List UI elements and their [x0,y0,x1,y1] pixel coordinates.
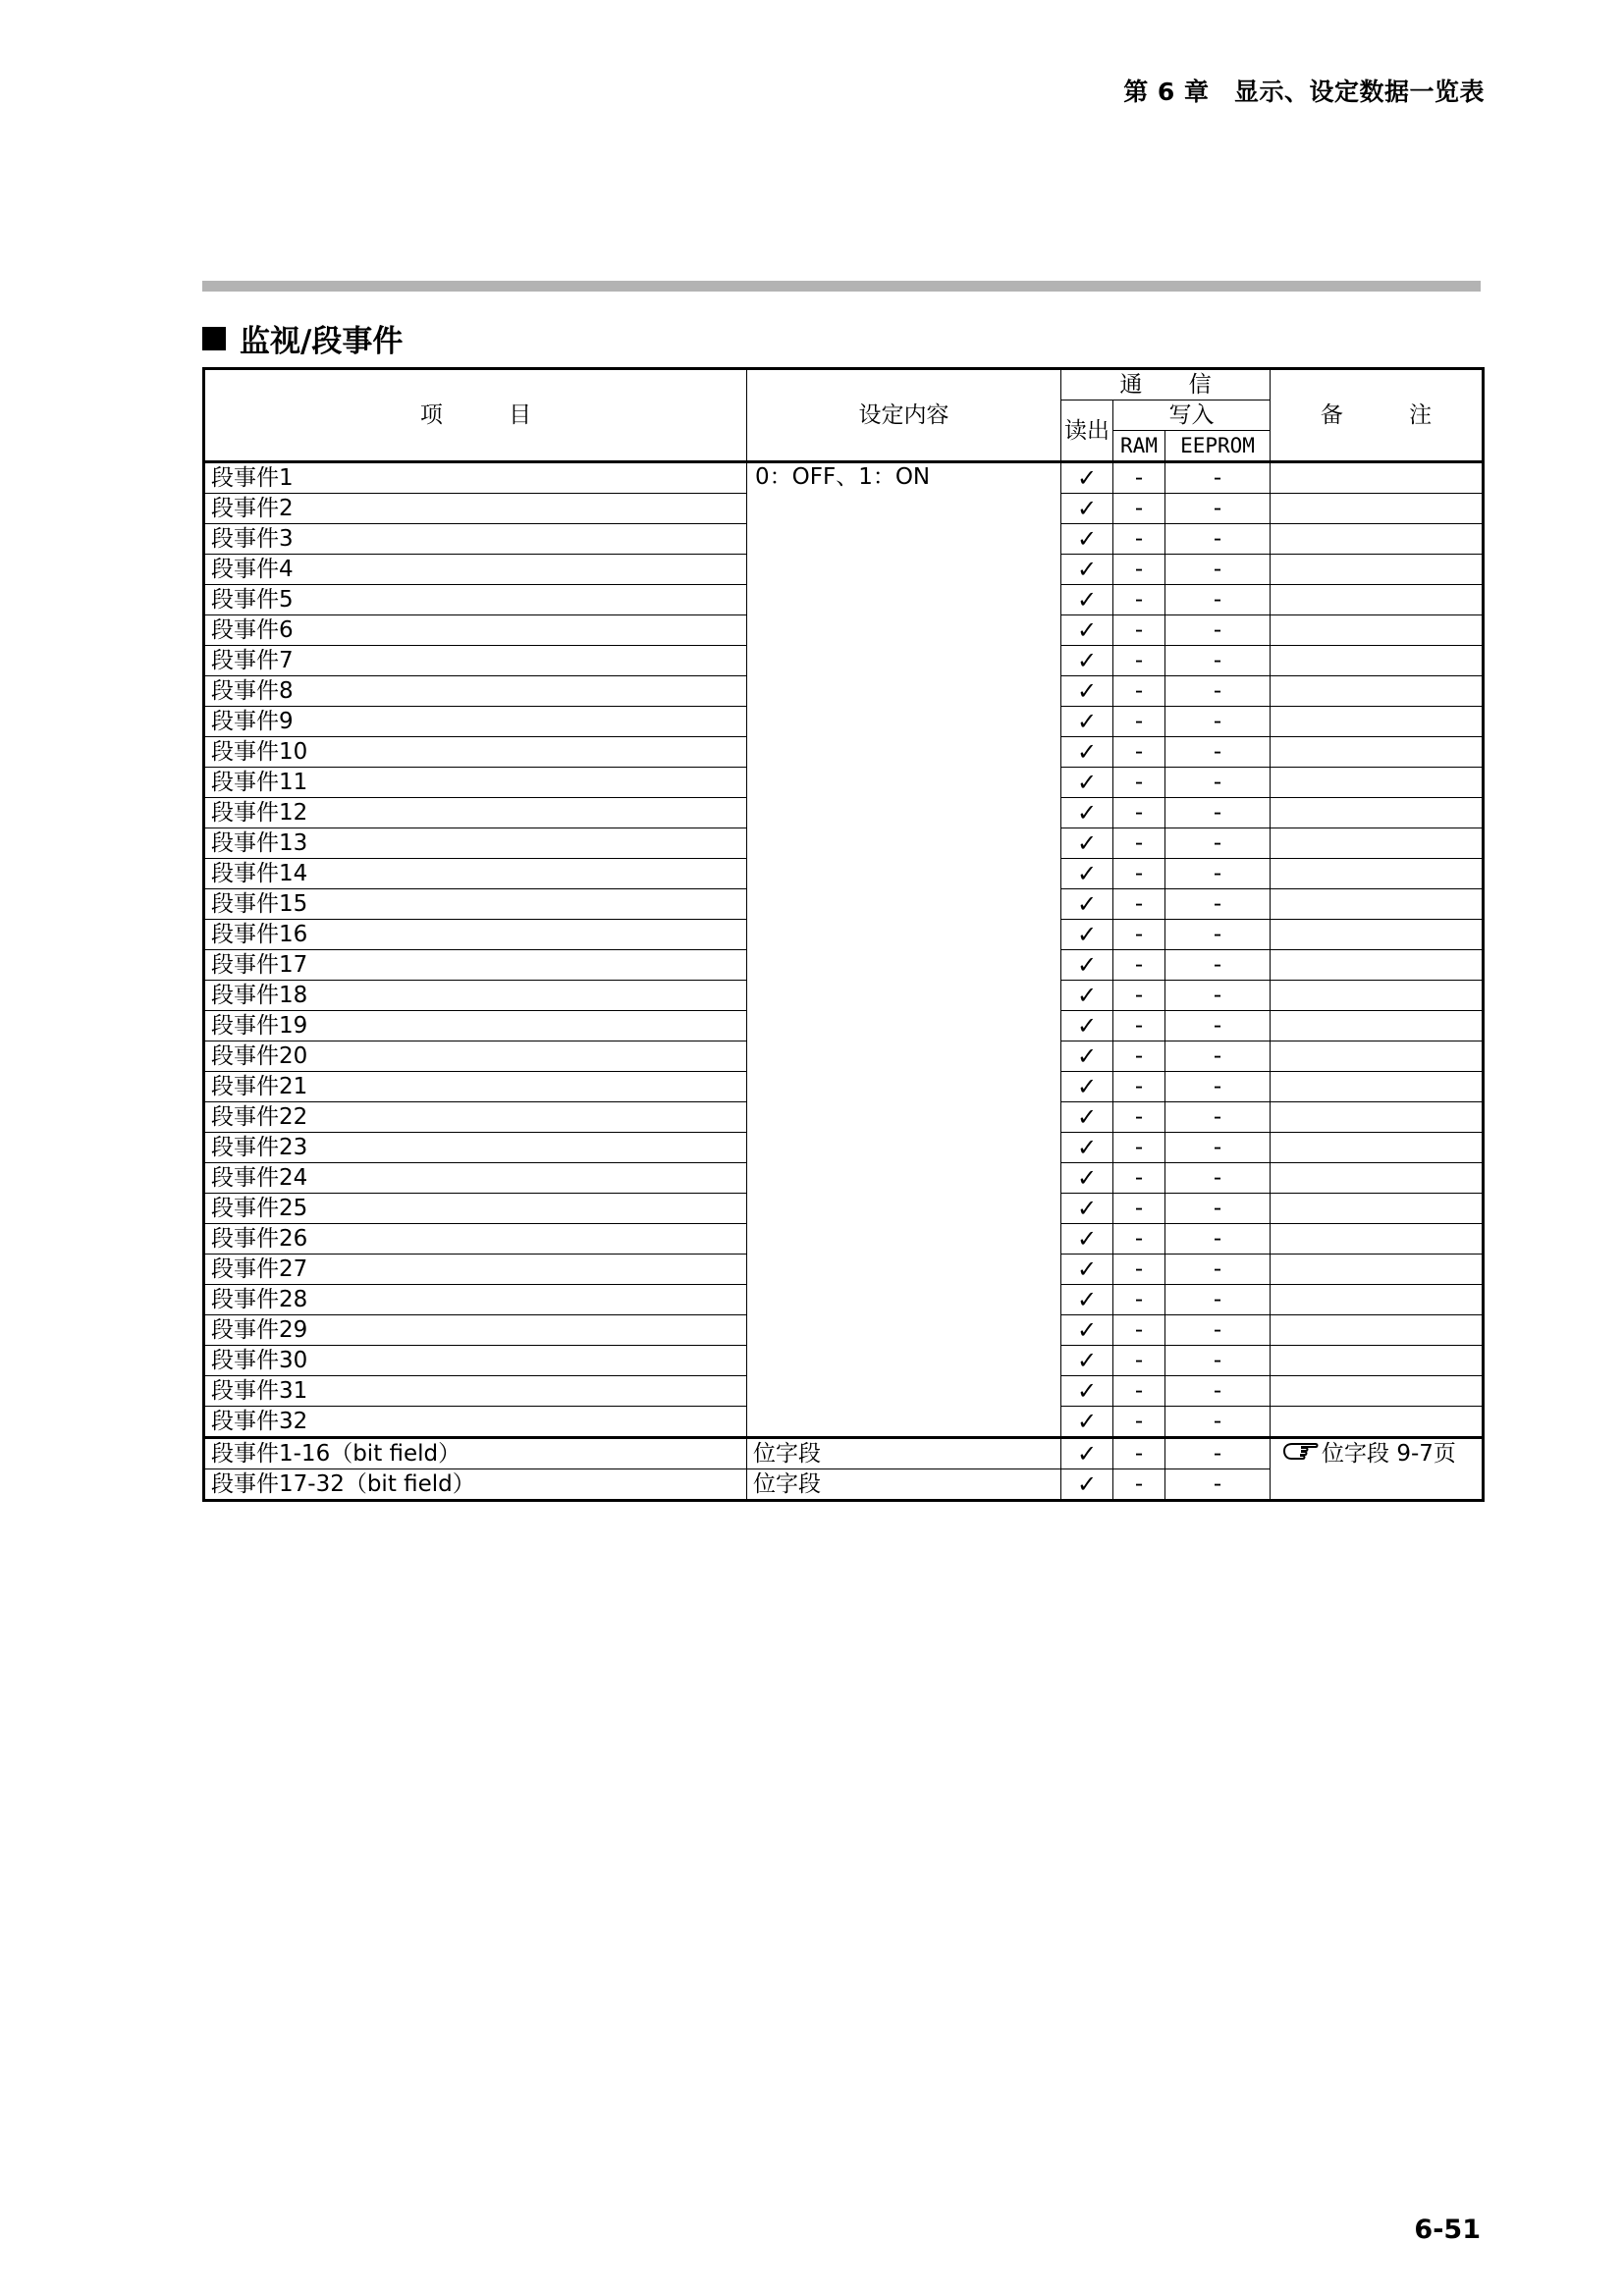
section-title-text: 监视/段事件 [240,324,404,359]
pointing-hand-icon [1282,1439,1320,1468]
checkmark-icon: ✓ [1061,1346,1113,1376]
checkmark-icon: ✓ [1061,1072,1113,1102]
cell-ram: - [1113,737,1165,768]
header-content: 设定内容 [747,369,1061,462]
cell-ram: - [1113,1407,1165,1438]
checkmark-icon: ✓ [1061,1102,1113,1133]
cell-ram: - [1113,615,1165,646]
cell-ram: - [1113,1255,1165,1285]
cell-eeprom: - [1165,1255,1271,1285]
cell-eeprom: - [1165,1194,1271,1224]
cell-item: 段事件24 [204,1163,747,1194]
cell-remarks [1271,1194,1484,1224]
cell-item: 段事件17 [204,950,747,981]
checkmark-icon: ✓ [1061,859,1113,889]
cell-eeprom: - [1165,798,1271,828]
checkmark-icon: ✓ [1061,1376,1113,1407]
page-number: 6-51 [1414,2215,1481,2245]
cell-item: 段事件1-16（bit field） [204,1438,747,1469]
checkmark-icon: ✓ [1061,1224,1113,1255]
header-remarks: 备 注 [1271,369,1484,462]
cell-item: 段事件16 [204,920,747,950]
cell-eeprom: - [1165,494,1271,524]
cell-item: 段事件18 [204,981,747,1011]
cell-eeprom: - [1165,1315,1271,1346]
checkmark-icon: ✓ [1061,889,1113,920]
cell-ram: - [1113,646,1165,676]
table-row [204,462,1484,494]
cell-remarks [1271,1346,1484,1376]
cell-ram: - [1113,1163,1165,1194]
cell-eeprom: - [1165,707,1271,737]
cell-ram: - [1113,1011,1165,1041]
cell-item: 段事件25 [204,1194,747,1224]
cell-remarks [1271,981,1484,1011]
checkmark-icon: ✓ [1061,1194,1113,1224]
cell-remarks [1271,585,1484,615]
cell-remarks [1271,737,1484,768]
cell-eeprom: - [1165,1438,1271,1469]
cell-remarks [1271,1224,1484,1255]
cell-remarks [1271,920,1484,950]
header-comm: 通 信 [1061,369,1271,400]
cell-eeprom: - [1165,950,1271,981]
checkmark-icon: ✓ [1061,1255,1113,1285]
remarks-text: 位字段 9-7页 [1322,1441,1456,1467]
header-ram: RAM [1113,431,1165,462]
checkmark-icon: ✓ [1061,1438,1113,1469]
cell-item: 段事件9 [204,707,747,737]
checkmark-icon: ✓ [1061,1285,1113,1315]
cell-remarks [1271,1315,1484,1346]
cell-item: 段事件23 [204,1133,747,1163]
section-title [202,316,403,360]
cell-eeprom: - [1165,981,1271,1011]
cell-ram: - [1113,585,1165,615]
cell-ram: - [1113,981,1165,1011]
cell-eeprom: - [1165,1346,1271,1376]
cell-item: 段事件4 [204,555,747,585]
square-bullet-icon [202,327,226,350]
cell-eeprom: - [1165,615,1271,646]
cell-ram: - [1113,828,1165,859]
cell-remarks [1271,707,1484,737]
checkmark-icon: ✓ [1061,1011,1113,1041]
cell-item: 段事件29 [204,1315,747,1346]
cell-eeprom: - [1165,859,1271,889]
cell-eeprom: - [1165,646,1271,676]
cell-ram: - [1113,1315,1165,1346]
checkmark-icon: ✓ [1061,1133,1113,1163]
cell-eeprom: - [1165,462,1271,494]
cell-remarks [1271,494,1484,524]
cell-remarks [1271,615,1484,646]
cell-ram: - [1113,462,1165,494]
chapter-header: 第 6 章 显示、设定数据一览表 [1123,78,1485,106]
cell-eeprom: - [1165,555,1271,585]
cell-ram: - [1113,1194,1165,1224]
cell-remarks-bitfield [1271,1438,1484,1501]
cell-eeprom: - [1165,1072,1271,1102]
checkmark-icon: ✓ [1061,462,1113,494]
cell-item: 段事件19 [204,1011,747,1041]
cell-content: 位字段 [747,1469,1061,1501]
cell-item: 段事件22 [204,1102,747,1133]
cell-ram: - [1113,1346,1165,1376]
cell-item: 段事件2 [204,494,747,524]
checkmark-icon: ✓ [1061,1041,1113,1072]
cell-ram: - [1113,524,1165,555]
cell-ram: - [1113,950,1165,981]
checkmark-icon: ✓ [1061,585,1113,615]
cell-remarks [1271,1376,1484,1407]
cell-item: 段事件12 [204,798,747,828]
cell-eeprom: - [1165,1376,1271,1407]
cell-item: 段事件1 [204,462,747,494]
cell-ram: - [1113,676,1165,707]
cell-remarks [1271,1011,1484,1041]
cell-item: 段事件15 [204,889,747,920]
checkmark-icon: ✓ [1061,798,1113,828]
checkmark-icon: ✓ [1061,615,1113,646]
checkmark-icon: ✓ [1061,950,1113,981]
cell-eeprom: - [1165,1041,1271,1072]
cell-ram: - [1113,1133,1165,1163]
cell-ram: - [1113,555,1165,585]
cell-remarks [1271,555,1484,585]
cell-item: 段事件5 [204,585,747,615]
cell-remarks [1271,859,1484,889]
cell-remarks [1271,1041,1484,1072]
cell-remarks [1271,828,1484,859]
cell-ram: - [1113,920,1165,950]
cell-ram: - [1113,1469,1165,1501]
header-read: 读出 [1061,400,1113,462]
cell-eeprom: - [1165,1011,1271,1041]
cell-remarks [1271,646,1484,676]
cell-remarks [1271,1285,1484,1315]
cell-eeprom: - [1165,828,1271,859]
cell-content: 位字段 [747,1438,1061,1469]
cell-ram: - [1113,1224,1165,1255]
cell-item: 段事件27 [204,1255,747,1285]
cell-ram: - [1113,1041,1165,1072]
cell-remarks [1271,1102,1484,1133]
cell-eeprom: - [1165,768,1271,798]
cell-ram: - [1113,707,1165,737]
checkmark-icon: ✓ [1061,555,1113,585]
cell-remarks [1271,1407,1484,1438]
checkmark-icon: ✓ [1061,1407,1113,1438]
cell-item: 段事件32 [204,1407,747,1438]
table-body [204,462,1484,1501]
cell-eeprom: - [1165,737,1271,768]
header-eeprom: EEPROM [1165,431,1271,462]
section-divider [202,281,1481,292]
checkmark-icon: ✓ [1061,737,1113,768]
cell-item: 段事件7 [204,646,747,676]
cell-remarks [1271,1163,1484,1194]
checkmark-icon: ✓ [1061,646,1113,676]
cell-remarks [1271,889,1484,920]
cell-remarks [1271,524,1484,555]
cell-eeprom: - [1165,1407,1271,1438]
cell-ram: - [1113,768,1165,798]
cell-remarks [1271,798,1484,828]
header-write: 写入 [1113,400,1271,431]
cell-item: 段事件21 [204,1072,747,1102]
checkmark-icon: ✓ [1061,1469,1113,1501]
cell-remarks [1271,676,1484,707]
cell-eeprom: - [1165,1224,1271,1255]
cell-eeprom: - [1165,1102,1271,1133]
cell-ram: - [1113,798,1165,828]
checkmark-icon: ✓ [1061,981,1113,1011]
monitor-segment-event-table [202,367,1485,1502]
cell-remarks [1271,1133,1484,1163]
cell-eeprom: - [1165,1285,1271,1315]
cell-item: 段事件8 [204,676,747,707]
checkmark-icon: ✓ [1061,676,1113,707]
cell-ram: - [1113,1285,1165,1315]
cell-remarks [1271,1255,1484,1285]
cell-ram: - [1113,859,1165,889]
checkmark-icon: ✓ [1061,494,1113,524]
cell-eeprom: - [1165,1133,1271,1163]
cell-content-shared: 0：OFF、1：ON [747,462,1061,1438]
cell-item: 段事件20 [204,1041,747,1072]
checkmark-icon: ✓ [1061,828,1113,859]
cell-item: 段事件30 [204,1346,747,1376]
cell-item: 段事件3 [204,524,747,555]
checkmark-icon: ✓ [1061,1315,1113,1346]
cell-ram: - [1113,1102,1165,1133]
cell-item: 段事件6 [204,615,747,646]
cell-item: 段事件11 [204,768,747,798]
checkmark-icon: ✓ [1061,768,1113,798]
header-item: 项 目 [204,369,747,462]
cell-remarks [1271,462,1484,494]
cell-remarks [1271,768,1484,798]
checkmark-icon: ✓ [1061,524,1113,555]
cell-remarks [1271,950,1484,981]
cell-ram: - [1113,1438,1165,1469]
cell-item: 段事件14 [204,859,747,889]
cell-ram: - [1113,1072,1165,1102]
checkmark-icon: ✓ [1061,920,1113,950]
cell-item: 段事件26 [204,1224,747,1255]
table-row [204,1438,1484,1469]
cell-eeprom: - [1165,676,1271,707]
cell-item: 段事件28 [204,1285,747,1315]
cell-eeprom: - [1165,1469,1271,1501]
checkmark-icon: ✓ [1061,1163,1113,1194]
cell-item: 段事件10 [204,737,747,768]
cell-ram: - [1113,494,1165,524]
cell-eeprom: - [1165,920,1271,950]
cell-remarks [1271,1072,1484,1102]
cell-item: 段事件31 [204,1376,747,1407]
cell-eeprom: - [1165,1163,1271,1194]
cell-ram: - [1113,1376,1165,1407]
checkmark-icon: ✓ [1061,707,1113,737]
cell-eeprom: - [1165,524,1271,555]
cell-item: 段事件17-32（bit field） [204,1469,747,1501]
cell-item: 段事件13 [204,828,747,859]
cell-ram: - [1113,889,1165,920]
cell-eeprom: - [1165,585,1271,615]
cell-eeprom: - [1165,889,1271,920]
